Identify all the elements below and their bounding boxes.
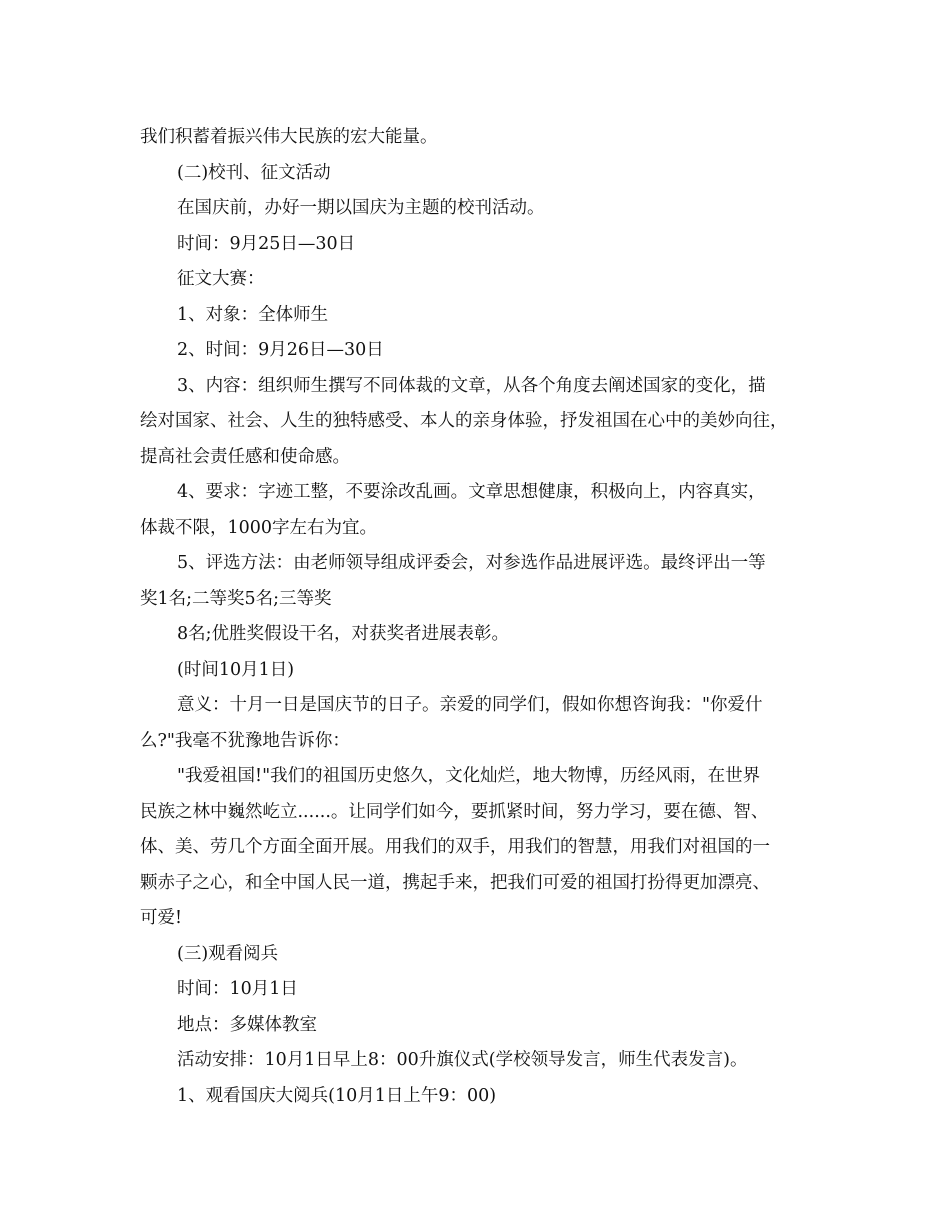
paragraph-line: 颗赤子之心，和全中国人民一道，携起手来，把我们可爱的祖国打扮得更加漂亮、 <box>140 872 770 893</box>
paragraph-line: 民族之林中巍然屹立......。让同学们如今，要抓紧时间，努力学习，要在德、智、 <box>140 801 769 822</box>
paragraph-line: 我们积蓄着振兴伟大民族的宏大能量。 <box>140 127 438 147</box>
list-item: 4、要求：字迹工整，不要涂改乱画。文章思想健康，积极向上，内容真实， <box>177 482 766 502</box>
list-item: 3、内容：组织师生撰写不同体裁的文章，从各个角度去阐述国家的变化，描 <box>177 375 766 396</box>
paragraph-line: 时间：9月25日—30日 <box>177 233 356 254</box>
paragraph-line: "我爱祖国!"我们的祖国历史悠久，文化灿烂，地大物博，历经风雨，在世界 <box>177 766 761 786</box>
paragraph-line: 意义：十月一日是国庆节的日子。亲爱的同学们，假如你想咨询我："你爱什 <box>177 695 763 715</box>
paragraph-line: 体裁不限，1000字左右为宜。 <box>140 517 378 538</box>
paragraph-line: 可爱! <box>140 908 183 928</box>
section-heading: (三)观看阅兵 <box>177 943 279 964</box>
paragraph-line: (时间10月1日) <box>177 659 295 680</box>
list-item: 1、对象：全体师生 <box>177 304 329 325</box>
section-heading: (二)校刊、征文活动 <box>177 162 331 183</box>
paragraph-line: 地点：多媒体教室 <box>177 1014 317 1035</box>
paragraph-line: 8名;优胜奖假设干名，对获奖者进展表彰。 <box>177 624 510 644</box>
paragraph-line: 么?"我毫不犹豫地告诉你： <box>140 730 350 751</box>
paragraph-line: 奖1名;二等奖5名;三等奖 <box>140 588 332 609</box>
paragraph-line: 活动安排：10月1日早上8：00升旗仪式(学校领导发言，师生代表发言)。 <box>177 1050 748 1070</box>
paragraph-line: 征文大赛： <box>177 269 265 289</box>
document-body <box>140 120 830 1114</box>
list-item: 2、时间：9月26日—30日 <box>177 340 384 360</box>
list-item: 1、观看国庆大阅兵(10月1日上午9：00) <box>177 1085 497 1106</box>
paragraph-line: 时间：10月1日 <box>177 979 298 999</box>
list-item: 5、评选方法：由老师领导组成评委会，对参选作品进展评选。最终评出一等 <box>177 553 766 573</box>
paragraph-line: 绘对国家、社会、人生的独特感受、本人的亲身体验，抒发祖国在心中的美妙向往， <box>140 411 788 431</box>
paragraph-line: 体、美、劳几个方面全面开展。用我们的双手，用我们的智慧，用我们对祖国的一 <box>140 837 770 857</box>
paragraph-line: 在国庆前，办好一期以国庆为主题的校刊活动。 <box>177 198 545 218</box>
paragraph-line: 提高社会责任感和使命感。 <box>140 446 350 467</box>
